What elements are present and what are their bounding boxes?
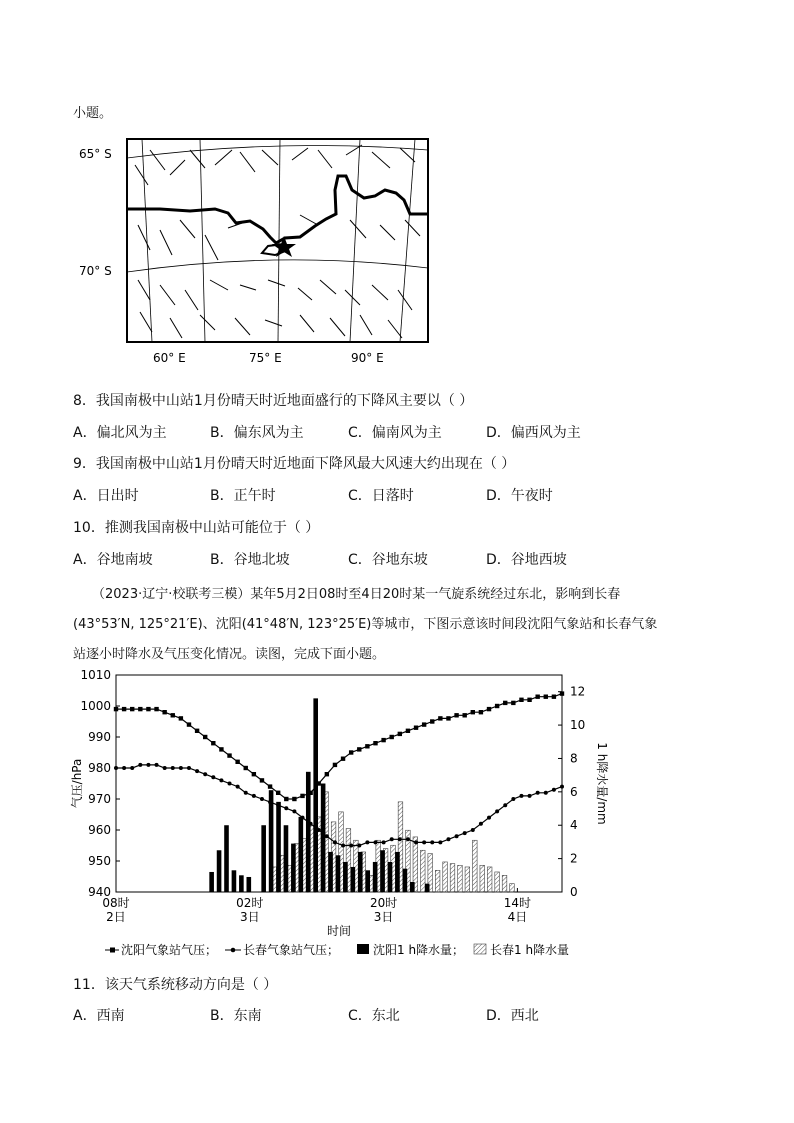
shenyang-rain-bar — [373, 862, 378, 892]
changchun-pressure-point — [528, 794, 532, 798]
shenyang-pressure-point — [390, 735, 394, 739]
changchun-pressure-point — [446, 837, 450, 841]
shenyang-rain-bar — [358, 852, 363, 892]
shenyang-pressure-point — [284, 797, 288, 801]
shenyang-pressure-point — [414, 726, 418, 730]
shenyang-pressure-point — [154, 707, 158, 711]
legend-shenyang-rain: 沈阳1 h降水量； — [373, 943, 465, 957]
shenyang-rain-bar — [351, 867, 356, 892]
q8-option-c[interactable]: C．偏南风为主 — [348, 425, 442, 441]
q10-option-b[interactable]: B．谷地北坡 — [210, 552, 290, 568]
changchun-pressure-point — [244, 791, 248, 795]
x-tick-day: 2日 — [106, 910, 126, 924]
shenyang-pressure-point — [195, 729, 199, 733]
changchun-rain-bar — [495, 872, 500, 892]
changchun-pressure-point — [414, 840, 418, 844]
shenyang-rain-bar — [380, 850, 385, 892]
shenyang-pressure-point — [300, 794, 304, 798]
shenyang-rain-bar — [321, 784, 326, 893]
shenyang-pressure-point — [381, 738, 385, 742]
y-right-axis-label: 1 h降水量/mm — [595, 742, 609, 825]
shenyang-pressure-point — [373, 741, 377, 745]
y-left-tick-label: 1000 — [80, 699, 111, 713]
changchun-pressure-point — [146, 763, 150, 767]
shenyang-pressure-point — [519, 698, 523, 702]
y-right-tick-label: 0 — [570, 885, 578, 899]
passage-line-1: （2023·辽宁·校联考三模）某年5月2日08时至4日20时某一气旋系统经过东北，影响到长春 — [92, 587, 621, 602]
changchun-rain-bar — [465, 867, 470, 892]
shenyang-pressure-point — [130, 707, 134, 711]
changchun-pressure-point — [260, 797, 264, 801]
shenyang-pressure-point — [187, 722, 191, 726]
shenyang-rain-bar — [410, 882, 415, 892]
changchun-pressure-point — [341, 844, 345, 848]
changchun-rain-bar — [450, 864, 455, 892]
shenyang-rain-bar — [217, 850, 222, 892]
x-tick-time: 02时 — [236, 896, 264, 910]
y-right-tick-label: 12 — [570, 684, 586, 699]
shenyang-pressure-point — [479, 710, 483, 714]
shenyang-pressure-point — [219, 747, 223, 751]
q9-option-b[interactable]: B．正午时 — [210, 488, 276, 504]
changchun-pressure-point — [195, 769, 199, 773]
shenyang-rain-bar — [336, 855, 341, 892]
y-left-tick-label: 950 — [88, 854, 111, 868]
shenyang-pressure-point — [138, 707, 142, 711]
shenyang-rain-bar — [239, 875, 244, 892]
changchun-pressure-point — [560, 785, 564, 789]
changchun-pressure-point — [187, 766, 191, 770]
shenyang-pressure-point — [211, 741, 215, 745]
shenyang-pressure-point — [471, 710, 475, 714]
changchun-pressure-point — [130, 766, 134, 770]
shenyang-pressure-point — [398, 732, 402, 736]
shenyang-pressure-point — [122, 707, 126, 711]
shenyang-rain-bar — [425, 884, 430, 892]
shenyang-pressure-point — [146, 707, 150, 711]
shenyang-pressure-point — [203, 735, 207, 739]
changchun-pressure-point — [138, 763, 142, 767]
shenyang-pressure-point — [235, 760, 239, 764]
intro-text: 小题。 — [73, 106, 113, 121]
changchun-rain-bar — [458, 865, 463, 892]
y-right-tick-label: 6 — [570, 784, 578, 799]
changchun-pressure-point — [163, 766, 167, 770]
shenyang-pressure-point — [349, 750, 353, 754]
changchun-pressure-point — [219, 778, 223, 782]
changchun-pressure-point — [544, 791, 548, 795]
shenyang-pressure-point — [325, 772, 329, 776]
q9-option-d[interactable]: D．午夜时 — [486, 488, 553, 504]
shenyang-rain-bar — [365, 870, 370, 892]
shenyang-pressure-point — [276, 791, 280, 795]
shenyang-pressure-point — [487, 707, 491, 711]
changchun-rain-bar — [420, 850, 425, 892]
shenyang-pressure-point — [503, 701, 507, 705]
changchun-pressure-point — [203, 772, 207, 776]
q9-option-a[interactable]: A．日出时 — [73, 488, 139, 504]
question-10-stem: 10．推测我国南极中山站可能位于（ ） — [73, 520, 320, 536]
shenyang-pressure-point — [244, 766, 248, 770]
shenyang-rain-bar — [291, 844, 296, 892]
shenyang-pressure-point — [179, 716, 183, 720]
shenyang-pressure-point — [511, 701, 515, 705]
changchun-pressure-point — [406, 837, 410, 841]
changchun-pressure-point — [471, 828, 475, 832]
changchun-pressure-point — [398, 837, 402, 841]
shenyang-rain-bar — [388, 862, 393, 892]
shenyang-pressure-point — [552, 695, 556, 699]
passage-line-3: 站逐小时降水及气压变化情况。读图，完成下面小题。 — [73, 647, 386, 662]
shenyang-rain-bar — [261, 825, 266, 892]
shenyang-pressure-line — [116, 694, 562, 799]
changchun-pressure-point — [438, 840, 442, 844]
shenyang-pressure-point — [357, 747, 361, 751]
shenyang-pressure-point — [446, 716, 450, 720]
shenyang-pressure-point — [260, 778, 264, 782]
lat-label-65: 65° S — [79, 147, 112, 161]
shenyang-pressure-point — [406, 729, 410, 733]
shenyang-rain-bar — [284, 825, 289, 892]
shenyang-pressure-point — [535, 695, 539, 699]
shenyang-pressure-point — [454, 713, 458, 717]
y-right-tick-label: 4 — [570, 818, 578, 833]
changchun-pressure-point — [155, 763, 159, 767]
changchun-pressure-point — [301, 816, 305, 820]
changchun-pressure-point — [511, 797, 515, 801]
changchun-rain-bar — [443, 862, 448, 892]
changchun-rain-bar — [487, 867, 492, 892]
shenyang-rain-bar — [343, 862, 348, 892]
lat-label-70: 70° S — [79, 264, 112, 278]
changchun-pressure-point — [292, 809, 296, 813]
changchun-pressure-point — [349, 844, 353, 848]
passage-line-2: (43°53′N, 125°21′E)、沈阳(41°48′N, 123°25′E)等城市，下图示意该时间段沈阳气象站和长春气象 — [73, 617, 658, 632]
shenyang-pressure-point — [430, 719, 434, 723]
x-tick-day: 3日 — [373, 910, 394, 924]
q10-option-d[interactable]: D．谷地西坡 — [486, 552, 567, 568]
changchun-pressure-point — [179, 766, 183, 770]
shenyang-pressure-point — [341, 757, 345, 761]
changchun-pressure-point — [211, 775, 215, 779]
shenyang-pressure-point — [333, 763, 337, 767]
x-tick-time: 08时 — [102, 896, 130, 910]
q11-option-c[interactable]: C．东北 — [348, 1008, 400, 1024]
changchun-pressure-point — [317, 828, 321, 832]
changchun-rain-bar — [480, 865, 485, 892]
shenyang-pressure-point — [252, 772, 256, 776]
changchun-pressure-point — [252, 794, 256, 798]
changchun-rain-bar — [502, 875, 507, 892]
question-9-stem: 9．我国南极中山站1月份晴天时近地面下降风最大风速大约出现在（ ） — [73, 456, 516, 472]
y-left-tick-label: 980 — [88, 761, 111, 775]
changchun-pressure-point — [519, 794, 523, 798]
legend-shenyang-rain-icon — [357, 944, 369, 954]
shenyang-rain-bar — [313, 698, 318, 892]
changchun-pressure-point — [333, 840, 337, 844]
changchun-pressure-point — [276, 803, 280, 807]
changchun-pressure-point — [503, 803, 507, 807]
q11-option-a[interactable]: A．西南 — [73, 1008, 125, 1024]
shenyang-pressure-point — [365, 744, 369, 748]
shenyang-pressure-point — [171, 713, 175, 717]
changchun-pressure-point — [455, 834, 459, 838]
y-left-tick-label: 1010 — [80, 668, 111, 682]
changchun-pressure-point — [495, 809, 499, 813]
changchun-pressure-point — [463, 831, 467, 835]
shenyang-rain-bar — [299, 817, 304, 892]
shenyang-pressure-point — [292, 797, 296, 801]
changchun-pressure-point — [552, 788, 556, 792]
changchun-pressure-point — [236, 785, 240, 789]
shenyang-rain-bar — [246, 877, 251, 892]
shenyang-pressure-point — [308, 791, 312, 795]
changchun-rain-bar — [435, 870, 440, 892]
lon-label-60: 60° E — [153, 351, 186, 365]
changchun-pressure-point — [390, 837, 394, 841]
x-tick-time: 14时 — [503, 896, 532, 910]
x-tick-time: 20时 — [369, 896, 398, 910]
changchun-pressure-point — [373, 840, 377, 844]
shenyang-pressure-point — [527, 698, 531, 702]
legend-changchun-pressure: 长春气象站气压； — [243, 943, 340, 957]
shenyang-pressure-point — [114, 707, 118, 711]
shenyang-rain-bar — [276, 802, 281, 892]
shenyang-pressure-point — [462, 713, 466, 717]
shenyang-pressure-point — [162, 710, 166, 714]
shenyang-pressure-point — [438, 716, 442, 720]
changchun-pressure-point — [430, 840, 434, 844]
q11-option-d[interactable]: D．西北 — [486, 1008, 539, 1024]
changchun-pressure-point — [325, 834, 329, 838]
shenyang-rain-bar — [395, 852, 400, 892]
changchun-pressure-point — [122, 766, 126, 770]
q10-option-a[interactable]: A．谷地南坡 — [73, 552, 153, 568]
legend-changchun-rain: 长春1 h降水量 — [490, 943, 570, 957]
changchun-pressure-point — [171, 766, 175, 770]
changchun-pressure-point — [357, 844, 361, 848]
question-11-stem: 11．该天气系统移动方向是（ ） — [73, 977, 278, 993]
changchun-pressure-point — [365, 840, 369, 844]
shenyang-rain-bar — [403, 869, 408, 892]
x-axis-label: 时间 — [326, 924, 352, 938]
q8-option-b[interactable]: B．偏东风为主 — [210, 425, 304, 441]
q10-option-c[interactable]: C．谷地东坡 — [348, 552, 428, 568]
changchun-rain-bar — [472, 840, 477, 892]
changchun-pressure-point — [284, 806, 288, 810]
question-8-stem: 8．我国南极中山站1月份晴天时近地面盛行的下降风主要以（ ） — [73, 393, 474, 409]
changchun-rain-bar — [510, 884, 515, 892]
shenyang-pressure-point — [544, 695, 548, 699]
shenyang-rain-bar — [328, 852, 333, 892]
shenyang-pressure-point — [422, 722, 426, 726]
q8-option-d[interactable]: D．偏西风为主 — [486, 425, 581, 441]
shenyang-pressure-point — [227, 753, 231, 757]
legend-changchun-pressure-icon — [231, 948, 236, 953]
y-left-tick-label: 990 — [88, 730, 111, 744]
legend-changchun-rain-icon — [474, 944, 486, 954]
changchun-pressure-point — [382, 840, 386, 844]
changchun-pressure-point — [228, 782, 232, 786]
changchun-pressure-point — [479, 822, 483, 826]
q8-option-a[interactable]: A．偏北风为主 — [73, 425, 167, 441]
shenyang-rain-bar — [306, 772, 311, 892]
y-right-tick-label: 8 — [570, 751, 578, 766]
y-right-tick-label: 2 — [570, 851, 578, 866]
changchun-pressure-point — [309, 822, 313, 826]
y-left-tick-label: 970 — [88, 792, 111, 806]
y-left-tick-label: 940 — [88, 885, 111, 899]
shenyang-rain-bar — [232, 870, 237, 892]
legend-shenyang-pressure: 沈阳气象站气压； — [121, 943, 218, 957]
changchun-pressure-point — [268, 800, 272, 804]
y-left-axis-label: 气压/hPa — [70, 758, 84, 809]
x-tick-day: 3日 — [239, 910, 260, 924]
lon-label-90: 90° E — [351, 351, 384, 365]
shenyang-rain-bar — [224, 825, 229, 892]
shenyang-rain-bar — [269, 790, 274, 892]
shenyang-pressure-point — [317, 781, 321, 785]
y-left-tick-label: 960 — [88, 823, 111, 837]
shenyang-pressure-point — [268, 784, 272, 788]
lon-label-75: 75° E — [249, 351, 282, 365]
x-tick-day: 4日 — [507, 910, 528, 924]
changchun-pressure-point — [487, 816, 491, 820]
q9-option-c[interactable]: C．日落时 — [348, 488, 414, 504]
changchun-pressure-point — [536, 791, 540, 795]
legend-shenyang-pressure-icon — [110, 948, 115, 953]
y-right-tick-label: 10 — [570, 718, 586, 733]
changchun-pressure-point — [422, 840, 426, 844]
shenyang-pressure-point — [495, 704, 499, 708]
shenyang-rain-bar — [209, 872, 214, 892]
q11-option-b[interactable]: B．东南 — [210, 1008, 262, 1024]
